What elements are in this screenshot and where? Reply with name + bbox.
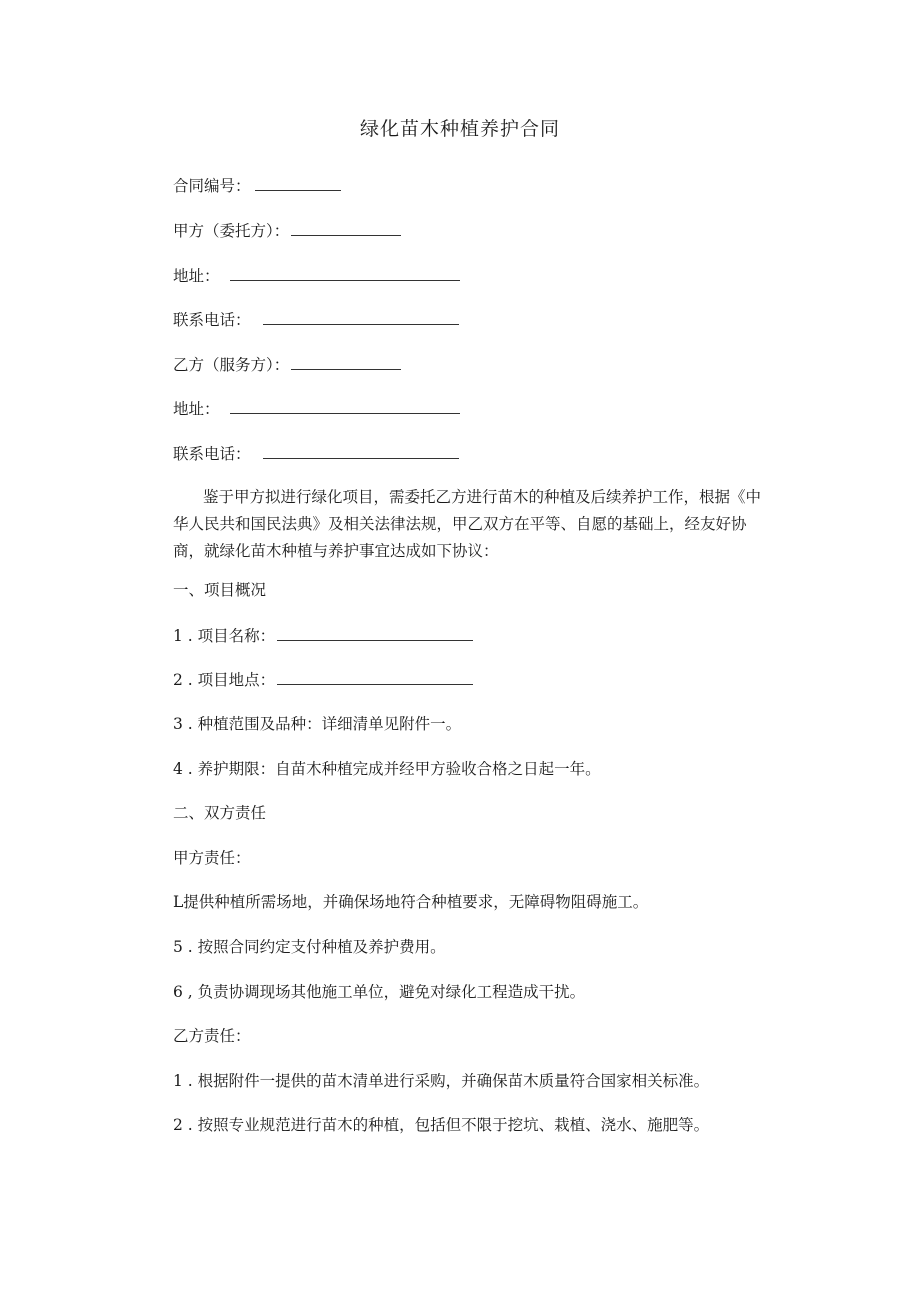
field-party-a-address <box>173 264 460 287</box>
field-label: 联系电话： <box>173 445 251 463</box>
fill-in-blank <box>230 264 460 281</box>
planting-scope-item: 3 . 种植范围及品种：详细清单见附件一。 <box>173 715 462 733</box>
party-a-item: L提供种植所需场地，并确保场地符合种植要求，无障碍物阻碍施工。 <box>173 893 649 911</box>
party-a-responsibilities-heading: 甲方责任： <box>173 849 251 867</box>
preamble-line: 商，就绿化苗木种植与养护事宜达成如下协议： <box>173 542 499 560</box>
field-party-b-address <box>173 397 460 420</box>
section-heading: 二、双方责任 <box>173 804 267 822</box>
project-location-item <box>173 668 473 691</box>
preamble-line: 鉴于甲方拟进行绿化项目，需委托乙方进行苗木的种植及后续养护工作，根据《中 <box>203 488 762 506</box>
fill-in-blank <box>263 442 459 459</box>
field-party-b <box>173 353 401 376</box>
party-b-item: 2 . 按照专业规范进行苗木的种植，包括但不限于挖坑、栽植、浇水、施肥等。 <box>173 1116 710 1134</box>
fill-in-blank <box>263 308 459 325</box>
fill-in-blank <box>230 397 460 414</box>
field-party-b-phone <box>173 442 459 465</box>
fill-in-blank <box>255 174 341 191</box>
field-contract-number <box>173 174 341 197</box>
field-label: 地址： <box>173 267 220 285</box>
field-label: 联系电话： <box>173 311 251 329</box>
maintenance-period-item: 4 . 养护期限：自苗木种植完成并经甲方验收合格之日起一年。 <box>173 760 601 778</box>
party-a-item: 5 . 按照合同约定支付种植及养护费用。 <box>173 938 446 956</box>
party-a-item: 6 , 负责协调现场其他施工单位，避免对绿化工程造成干扰。 <box>173 983 586 1001</box>
project-name-item <box>173 624 473 647</box>
field-party-a <box>173 219 401 242</box>
field-label: 地址： <box>173 400 220 418</box>
preamble-paragraph <box>173 484 795 565</box>
fill-in-blank <box>277 668 473 685</box>
fill-in-blank <box>291 219 401 236</box>
fill-in-blank <box>277 624 473 641</box>
section-heading: 一、项目概况 <box>173 581 267 599</box>
field-party-a-phone <box>173 308 459 331</box>
fill-in-blank <box>291 353 401 370</box>
party-b-item: 1 . 根据附件一提供的苗木清单进行采购，并确保苗木质量符合国家相关标准。 <box>173 1072 710 1090</box>
document-title: 绿化苗木种植养护合同 <box>359 118 560 140</box>
field-label: 甲方（委托方）： <box>173 222 290 240</box>
item-text: 2 . 项目地点： <box>173 671 276 689</box>
field-label: 乙方（服务方）： <box>173 356 290 374</box>
field-label: 合同编号： <box>173 177 251 195</box>
preamble-line: 华人民共和国民法典》及相关法律法规，甲乙双方在平等、自愿的基础上，经友好协 <box>173 515 747 533</box>
item-text: 1 . 项目名称： <box>173 627 276 645</box>
party-b-responsibilities-heading: 乙方责任： <box>173 1027 251 1045</box>
